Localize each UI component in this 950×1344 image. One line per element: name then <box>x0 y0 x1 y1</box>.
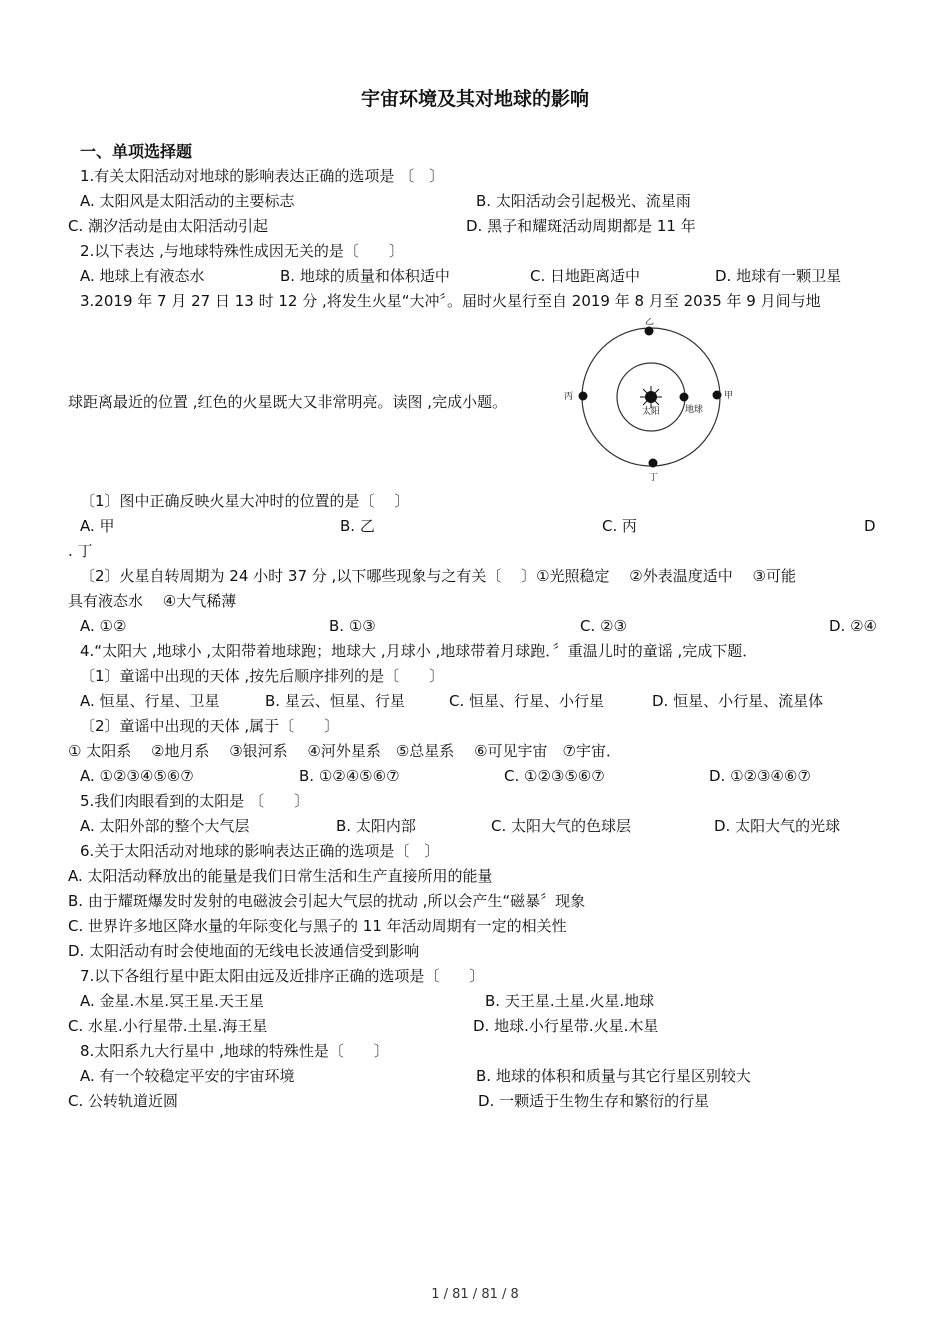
mars-position-bing <box>579 392 588 401</box>
q3-sub1-option-c: C. 丙 <box>602 517 638 535</box>
label-ding: 丁 <box>649 473 659 483</box>
label-bing: 丙 <box>564 392 574 402</box>
q5-option-b: B. 太阳内部 <box>336 817 416 835</box>
label-sun: 太阳 <box>642 407 661 417</box>
q3-stem-line1: 3.2019 年 7 月 27 日 13 时 12 分 ,将发生火星“大冲〞。届时火星行至自 2019 年 8 月至 2035 年 9 月间与地 <box>80 292 821 310</box>
q2-stem: 2.以下表达 ,与地球特殊性成因无关的是〔 〕 <box>80 242 404 260</box>
q8-option-c: C. 公转轨道近圆 <box>68 1092 179 1110</box>
q4-sub2-option-d: D. ①②③④⑥⑦ <box>709 767 811 785</box>
q1-option-c: C. 潮汐活动是由太阳活动引起 <box>68 217 269 235</box>
q7-option-c: C. 水星.小行星带.土星.海王星 <box>68 1017 268 1035</box>
q4-sub2-option-a: A. ①②③④⑤⑥⑦ <box>80 767 194 785</box>
q8-option-b: B. 地球的体积和质量与其它行星区别较大 <box>476 1067 751 1085</box>
q1-option-d: D. 黑子和耀斑活动周期都是 11 年 <box>466 217 696 235</box>
q5-option-d: D. 太阳大气的光球 <box>714 817 841 835</box>
q5-option-a: A. 太阳外部的整个大气层 <box>80 817 250 835</box>
q2-option-c: C. 日地距离适中 <box>530 267 641 285</box>
q7-option-b: B. 天王星.土星.火星.地球 <box>485 992 655 1010</box>
q2-option-a: A. 地球上有液态水 <box>80 267 205 285</box>
q3-sub2-option-c: C. ②③ <box>580 617 627 635</box>
q4-sub1-stem: 〔1〕童谣中出现的天体 ,按先后顺序排列的是〔 〕 <box>80 667 445 685</box>
q4-sub1-option-a: A. 恒星、行星、卫星 <box>80 692 220 710</box>
q4-sub1-option-d: D. 恒星、小行星、流星体 <box>652 692 824 710</box>
q6-option-c: C. 世界许多地区降水量的年际变化与黑子的 11 年活动周期有一定的相关性 <box>68 917 567 935</box>
q1-stem: 1.有关太阳活动对地球的影响表达正确的选项是 〔 〕 <box>80 167 445 185</box>
q6-option-b: B. 由于耀斑爆发时发射的电磁波会引起大气层的扰动 ,所以会产生“磁暴〞现象 <box>68 892 586 910</box>
q3-sub1-option-a: A. 甲 <box>80 517 115 535</box>
q4-sub1-option-b: B. 星云、恒星、行星 <box>265 692 405 710</box>
q3-sub2-option-b: B. ①③ <box>329 617 376 635</box>
mars-position-ding <box>649 459 658 468</box>
earth-dot <box>680 393 689 402</box>
sun-icon <box>640 386 662 408</box>
label-jia: 甲 <box>724 391 734 401</box>
page-title: 宇宙环境及其对地球的影响 <box>360 88 589 110</box>
q3-sub1-option-b: B. 乙 <box>340 517 375 535</box>
q3-sub1-option-d: D <box>864 517 876 535</box>
q2-option-b: B. 地球的质量和体积适中 <box>280 267 450 285</box>
q2-option-d: D. 地球有一颗卫星 <box>715 267 842 285</box>
label-earth: 地球 <box>685 405 704 415</box>
section-heading: 一、单项选择题 <box>80 142 193 161</box>
mars-position-jia <box>713 391 722 400</box>
page-footer: 1 / 81 / 81 / 8 <box>431 1287 519 1302</box>
q4-sub2-option-b: B. ①②④⑤⑥⑦ <box>299 767 400 785</box>
q3-stem-line2: 球距离最近的位置 ,红色的火星既大又非常明亮。读图 ,完成小题。 <box>68 393 508 411</box>
orbit-diagram <box>558 318 748 488</box>
q4-sub2-option-c: C. ①②③⑤⑥⑦ <box>504 767 605 785</box>
q7-option-a: A. 金星.木星.冥王星.天王星 <box>80 992 264 1010</box>
q5-option-c: C. 太阳大气的色球层 <box>491 817 632 835</box>
label-yi: 乙 <box>645 318 655 327</box>
q8-option-d: D. 一颗适于生物生存和繁衍的行星 <box>478 1092 710 1110</box>
q5-stem: 5.我们肉眼看到的太阳是 〔 〕 <box>80 792 310 810</box>
q1-option-b: B. 太阳活动会引起极光、流星雨 <box>476 192 691 210</box>
q3-sub1-option-d-cont: . 丁 <box>68 542 93 560</box>
q7-stem: 7.以下各组行星中距太阳由远及近排序正确的选项是〔 〕 <box>80 967 485 985</box>
orbit-diagram-svg <box>558 318 748 488</box>
q7-option-d: D. 地球.小行星带.火星.木星 <box>473 1017 659 1035</box>
q3-sub2-option-d: D. ②④ <box>829 617 877 635</box>
q4-stem: 4.“太阳大 ,地球小 ,太阳带着地球跑；地球大 ,月球小 ,地球带着月球跑．〞重温儿时的童谣 ,完成下题． <box>80 642 758 660</box>
q3-sub2-option-a: A. ①② <box>80 617 127 635</box>
q6-option-a: A. 太阳活动释放出的能量是我们日常生活和生产直接所用的能量 <box>68 867 493 885</box>
q4-sub2-items: ① 太阳系 ②地月系 ③银河系 ④河外星系 ⑤总星系 ⑥可见宇宙 ⑦宇宙． <box>68 742 621 760</box>
q3-sub2-stem-line2: 具有液态水 ④大气稀薄 <box>68 592 237 610</box>
q1-option-a: A. 太阳风是太阳活动的主要标志 <box>80 192 295 210</box>
q8-stem: 8.太阳系九大行星中 ,地球的特殊性是〔 〕 <box>80 1042 389 1060</box>
q4-sub2-stem: 〔2〕童谣中出现的天体 ,属于〔 〕 <box>80 717 340 735</box>
q3-sub2-stem-line1: 〔2〕火星自转周期为 24 小时 37 分 ,以下哪些现象与之有关〔 〕①光照稳定 ②外表温度适中 ③可能 <box>80 567 796 585</box>
mars-position-yi <box>645 327 654 336</box>
q4-sub1-option-c: C. 恒星、行星、小行星 <box>449 692 605 710</box>
q3-sub1-stem: 〔1〕图中正确反映火星大冲时的位置的是〔 〕 <box>80 492 410 510</box>
q6-option-d: D. 太阳活动有时会使地面的无线电长波通信受到影响 <box>68 942 420 960</box>
q8-option-a: A. 有一个较稳定平安的宇宙环境 <box>80 1067 295 1085</box>
q6-stem: 6.关于太阳活动对地球的影响表达正确的选项是〔 〕 <box>80 842 440 860</box>
